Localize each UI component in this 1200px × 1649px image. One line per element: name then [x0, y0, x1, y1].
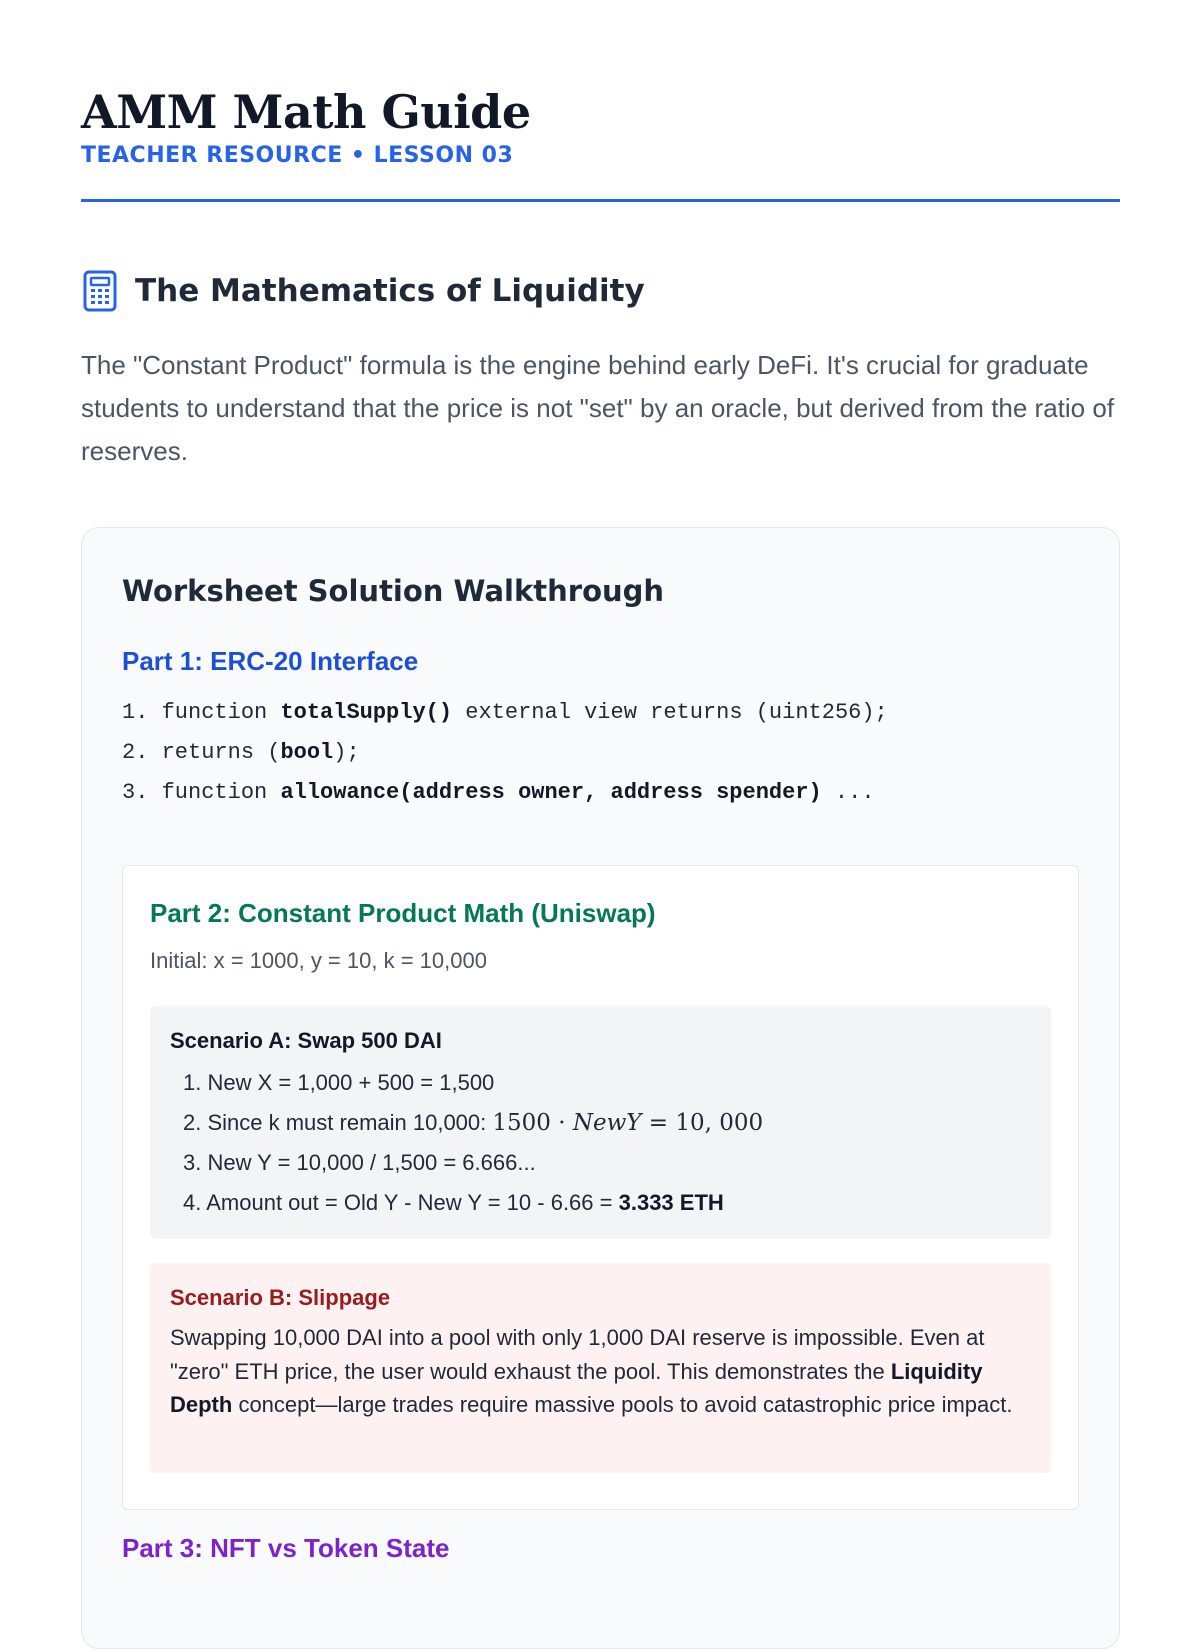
step-item: 1. New X = 1,000 + 500 = 1,500 [183, 1070, 495, 1095]
code-line: 3. function allowance(address owner, address spender) ... [122, 780, 875, 805]
initial-values: Initial: x = 1000, y = 10, k = 10,000 [150, 948, 487, 973]
header [81, 84, 1120, 170]
worksheet-card [81, 527, 1120, 1649]
part3-title: Part 3: NFT vs Token State [122, 1533, 450, 1563]
scenario-a-box [150, 1006, 1051, 1239]
page-title: AMM Math Guide [81, 85, 531, 139]
worksheet-title: Worksheet Solution Walkthrough [122, 574, 665, 608]
liquidity-depth-term: Liquidity Depth [170, 1358, 983, 1417]
step-item: 4. Amount out = Old Y - New Y = 10 - 6.66 = 3.333 ETH [183, 1190, 724, 1215]
result-value: 3.333 ETH [618, 1190, 724, 1215]
erc20-code-list [122, 693, 888, 813]
scenario-a-title: Scenario A: Swap 500 DAI [170, 1028, 442, 1053]
page-subtitle: TEACHER RESOURCE • LESSON 03 [81, 143, 514, 168]
step-item: 2. Since k must remain 10,000: 1500 · NewY = 10, 000 [183, 1110, 764, 1136]
math-expression: 1500 · NewY = 10, 000 [492, 1110, 764, 1136]
code-line: 2. returns (bool); [122, 740, 360, 765]
section-heading [81, 270, 645, 312]
section-title: The Mathematics of Liquidity [135, 273, 645, 309]
step-item: 3. New Y = 10,000 / 1,500 = 6.666... [183, 1150, 536, 1175]
scenario-b-box [150, 1263, 1051, 1473]
scenario-b-body: Swapping 10,000 DAI into a pool with only 1,000 DAI reserve is impossible. Even at "zero" ETH price, the user would exhaust the pool. This demonstrates the Liquidity Depth concept—large trades require massive pools to avoid catastrophic price impact. [170, 1325, 1013, 1417]
part2-title: Part 2: Constant Product Math (Uniswap) [150, 898, 656, 928]
part2-panel [122, 865, 1079, 1510]
code-line: 1. function totalSupply() external view returns (uint256); [122, 700, 888, 725]
scenario-b-title: Scenario B: Slippage [170, 1285, 391, 1310]
intro-paragraph: The "Constant Product" formula is the engine behind early DeFi. It's crucial for graduate students to understand that the price is not "set" by an oracle, but derived from the ratio of reserves. [81, 350, 1115, 466]
scenario-a-steps [170, 1063, 763, 1223]
part1-title: Part 1: ERC-20 Interface [122, 646, 419, 676]
header-divider [81, 199, 1120, 202]
calculator-icon [81, 270, 119, 312]
